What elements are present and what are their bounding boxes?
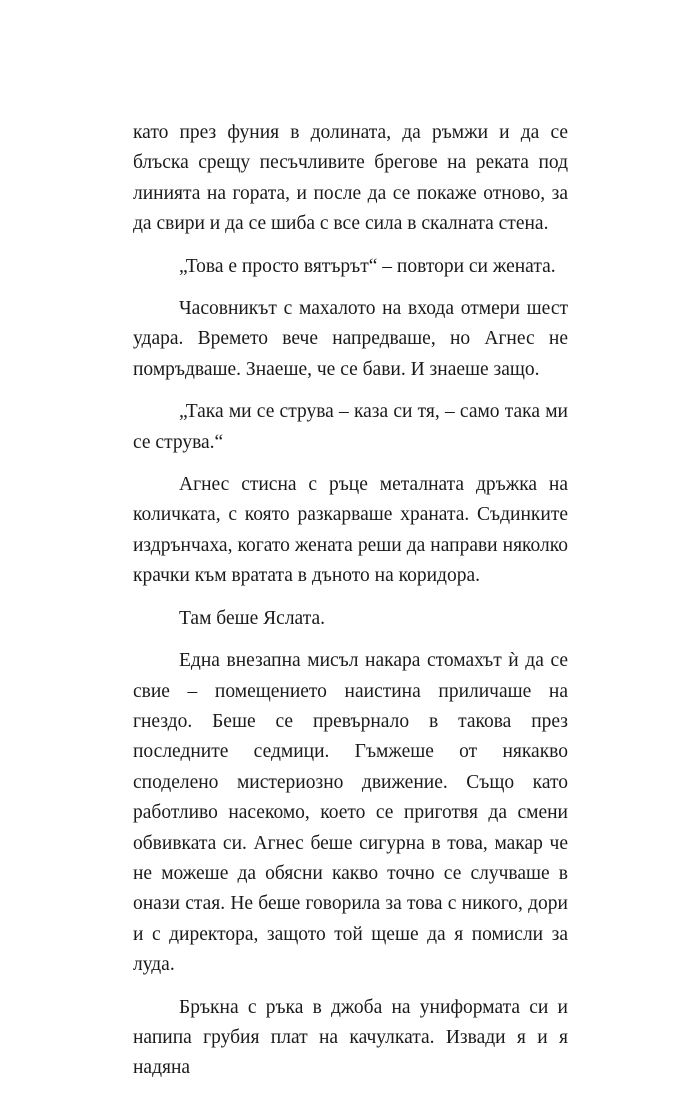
paragraph-it-seems: „Така ми се струва – каза си тя, – само така ми се струва.“ <box>133 401 568 453</box>
paragraph-cart: Агнес стисна с ръце металната дръжка на количката, с която разкарваше храната. Съдинките издрънчаха, когато жената реши да направи няколко крачки към вратата в дъното на коридора. <box>133 474 568 587</box>
paragraph-continuation: като през фуния в долината, да ръмжи и да се блъска срещу песъчливите брегове на реката под линията на гората, и после да се покаже отново, за да свири и да се шиба с все сила в скалната стена. <box>133 122 568 235</box>
paragraph-hood: Бръкна с ръка в джоба на униформата си и напипа грубия плат на качулката. Извади я и я надяна <box>133 996 568 1079</box>
paragraph-wind-thought: „Това е просто вятърът“ – повтори си жената. <box>179 255 556 277</box>
page-text <box>133 118 568 1096</box>
paragraph-clock: Часовникът с махалото на входа отмери шест удара. Времето вече напредваше, но Агнес не помръдваше. Знаеше, че се бави. И знаеше защо. <box>133 298 568 380</box>
paragraph-nest: Една внезапна мисъл накара стомахът ѝ да се свие – помещението наистина приличаше на гнездо. Беше се превърнало в такова през последните седмици. Гъмжеше от някакво споделено мистериозно движение. Също като работливо насекомо, което се приготвя да смени обвивката си. Агнес беше сигурна в това, макар че не можеше да обясни какво точно се случваше в онази стая. Не беше говорила за това с никого, дори и с директора, защото той щеше да я помисли за луда. <box>133 650 568 976</box>
paragraph-nursery: Там беше Яслата. <box>179 607 325 629</box>
